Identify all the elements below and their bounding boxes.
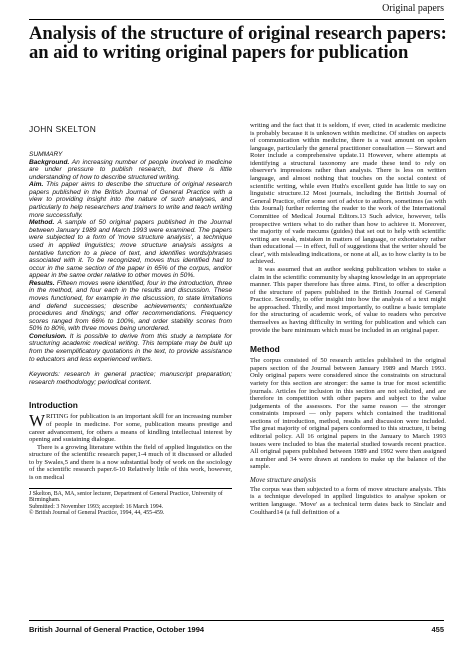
right-column bbox=[250, 122, 446, 516]
summary-background: Background. An increasing number of people involved in medicine are under pressure to publish research, but there is little understanding of how to describe structured writing. bbox=[29, 158, 232, 181]
journal-footer: British Journal of General Practice, October 1994 bbox=[29, 625, 205, 634]
summary-heading: SUMMARY bbox=[29, 151, 63, 158]
introduction-paragraph-2: There is a growing literature within the field of applied linguistics on the structure of the scientific research paper,1-4 much of it discussed or alluded to by Swales,5 and there is a now substantial body of work on the sociology of the scientific research paper.6-10 Relatively little of this work, however, is on medical bbox=[29, 443, 232, 481]
copyright-line: © British Journal of General Practice, 1994, 44, 455-459. bbox=[29, 510, 165, 517]
submission-dates: Submitted: 3 November 1993; accepted: 16 March 1994. bbox=[29, 503, 164, 510]
background-label: Background. bbox=[29, 158, 70, 166]
drop-cap: W bbox=[29, 411, 46, 431]
summary-aim: Aim. This paper aims to describe the structure of original research papers published in the British Journal of General Practice with a view to providing insight into the nature of such analyses, and particularly to help researchers and trainers to write and teach writing more successfully. bbox=[29, 181, 232, 219]
method-heading: Method bbox=[250, 344, 280, 355]
subsection-heading: Move structure analysis bbox=[250, 476, 316, 484]
introduction-paragraph-1: WRITING for publication is an important skill for an increasing number of people in medicine. For some, publication means prestige and career advancement, for others a means of kindling intellectual interest by opening and sustaining dialogue. bbox=[29, 411, 232, 444]
summary-method: Method. A sample of 50 original papers published in the Journal between January 1989 and March 1993 were examined. The papers were subjected to a form of 'move structure analysis', a technique used in applied linguistics; move structure analysis assigns a tentative function to a piece of text, and identifies words/phrases associated with it. To be recognized, moves thus identified had to occur in the same section of the paper in 65% of the corpus, and/or appear in the same order relative to other moves in 50%. bbox=[29, 219, 232, 280]
method-paragraph: The corpus consisted of 50 research articles published in the original papers section of the Journal between January 1989 and March 1993. Only original papers were considered since the constraints on structural variety for this section are stronger: the same is true for most scientific journals. Articles for inclusion in this section are not solicited, and are therefore in competition with other papers and subject to the value judgements of the assessors. For the same reason — the stronger constraints imposed — only papers which contained the traditional sections of introduction, method, results and discussion were included. The great majority of original papers conformed to this structure, it being editorial policy. All 16 original papers in the January to March 1993 issues were included to bias the material studied towards recent practice. All original papers published between 1989 and 1992 were then assigned a number and 34 were drawn at random to make up the balance of the sample. bbox=[250, 357, 446, 471]
author-name: JOHN SKELTON bbox=[29, 124, 97, 134]
results-label: Results. bbox=[29, 279, 55, 287]
method-label: Method. bbox=[29, 219, 55, 227]
summary-results: Results. Fifteen moves were identified, four in the introduction, three in the method, and four each in the results and discussion. These moves functioned, for example in the discussion, to state limitations and defend successes; describe achievements; contextualize procedures and findings; and offer recommendations. Frequency scores ranged from 66% to 100%, and order stability scores from 50% to 80%, with three moves being unordered. bbox=[29, 279, 232, 333]
conclusion-label: Conclusion. bbox=[29, 332, 67, 340]
footnote bbox=[29, 491, 232, 517]
article-title: Analysis of the structure of original research papers: an aid to writing original papers for publication bbox=[29, 23, 447, 63]
page-number: 455 bbox=[431, 625, 444, 634]
body-paragraph-2: It was assumed that an author seeking publication wishes to stake a claim in the scientific community by shaping knowledge in an appropriate manner. This paper therefore has three aims. First, to offer a description of the structure of papers published in the British Journal of General Practice. Secondly, to offer insight into how the analysis of a text might be approached. Thirdly, and most importantly, to outline a basic template for the structuring of academic work, of value to readers who perceive themselves as having difficulty in writing for publication and which can provide the bare minimum which must be included in an original paper. bbox=[250, 265, 446, 334]
bottom-rule bbox=[29, 620, 444, 621]
section-label: Original papers bbox=[382, 3, 444, 14]
introduction-heading: Introduction bbox=[29, 400, 78, 411]
aim-label: Aim. bbox=[29, 181, 44, 189]
move-structure-paragraph: The corpus was then subjected to a form of move structure analysis. This is a technique developed in applied linguistics to analyse spoken or written language. 'Move' as a technical term dates back to Sinclair and Coulthard14 (a full definition of a bbox=[250, 485, 446, 516]
summary-block bbox=[29, 151, 232, 386]
footnote-rule bbox=[29, 488, 232, 489]
left-column bbox=[29, 151, 232, 517]
body-paragraph-1: writing and the fact that it is seldom, if ever, cited in academic medicine is probably because it is unknown within medicine. Of studies on aspects of communication within medicine, there is a vast amount on spoken language, particularly the general practitioner consultation — Stewart and Roter include a comprehensive update.11 However, where attempts at identifying a structural taxonomy are made these tend to rely on observer's impressions rather than analysis. There is less on written language, and almost nothing that touches on the social context of scientific writing, while even Huth's excellent guide has little to say on linguistic structure.12 Most journals, including the British Journal of General Practice, offer some sort of advice to authors, sometimes (as with this Journal) further referring the reader to the work of the International Committee of Medical Journal Editors.13 Such advice, however, tells prospective writers what to do rather than how to achieve it. Moreover, the majority of vade mecums (guides) that set out to help with scientific writing are weak, mistaken in matters of language, or exhortatory rather than educational — in effect, full of suggestions that the writer should 'be clear', with misleading indications, or none at all, as to how clarity is to be achieved. bbox=[250, 122, 446, 266]
top-rule bbox=[29, 19, 444, 20]
summary-conclusion: Conclusion. It is possible to derive from this study a template for structuring academic medical writing. This template may be built up from the exemplificatory quotations in the text, to provide assistance to educators and less experienced writers. bbox=[29, 332, 232, 363]
author-affiliation: J Skelton, BA, MA, senior lecturer, Department of General Practice, University of Birmingham. bbox=[29, 490, 223, 504]
keywords: Keywords: research in general practice; manuscript preparation; research methodology; periodical content. bbox=[29, 371, 232, 386]
